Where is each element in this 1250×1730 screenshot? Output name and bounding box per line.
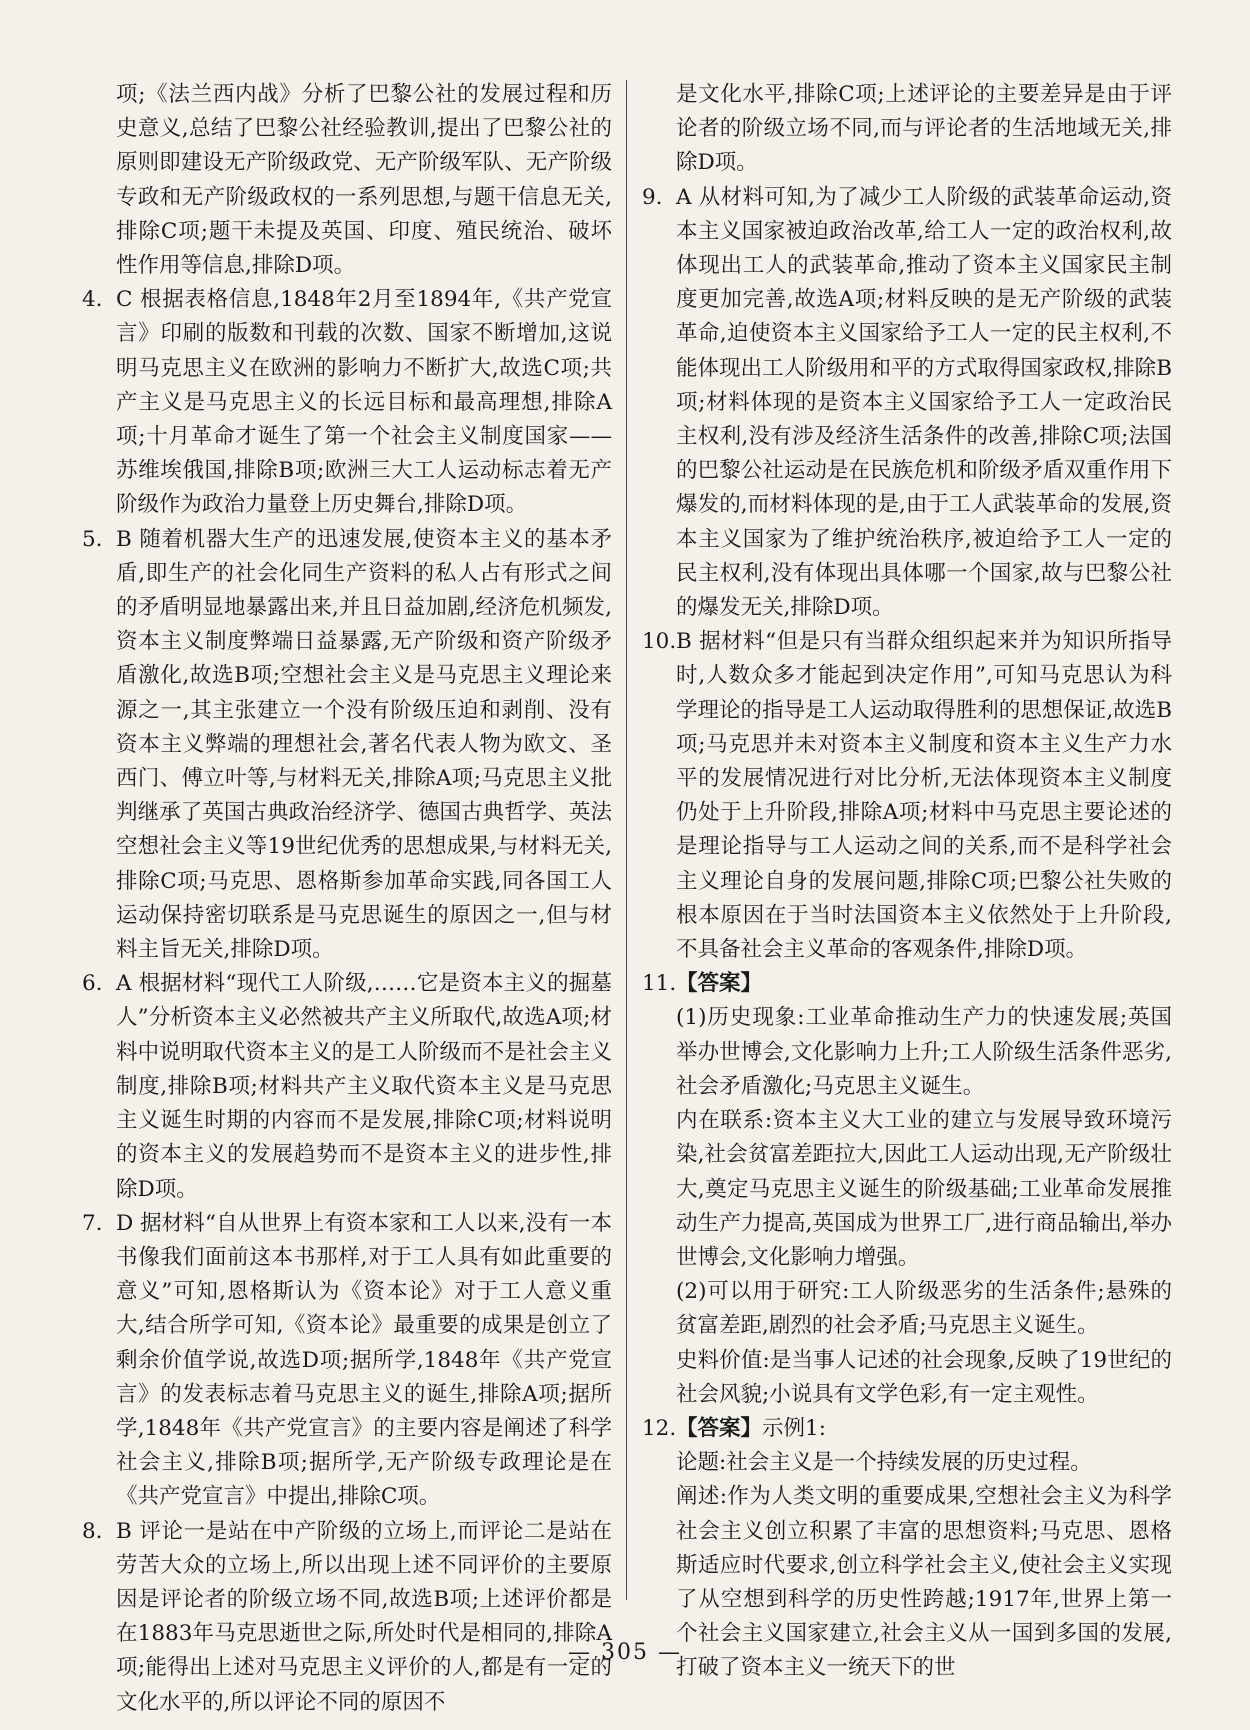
answer-11-part2: (2)可以用于研究:工人阶级恶劣的生活条件;悬殊的贫富差距,剧烈的社会矛盾;马克思主义诞生。 [676,1279,1172,1339]
answer-11-value: 史料价值:是当事人记述的社会现象,反映了19世纪的社会风貌;小说具有文学色彩,有一定主观性。 [676,1347,1172,1407]
right-column [642,78,1172,1686]
answer-6: 6. A 根据材料“现代工人阶级,……它是资本主义的掘墓人”分析资本主义必然被共产主义所取代,故选A项;材料中说明取代资本主义的是工人阶级而不是社会主义制度,排除B项;材料共产主义取代资本主义是马克思主义诞生时期的内容而不是发展,排除C项;材料说明的资本主义的发展趋势而不是资本主义的进步性,排除D项。 [82,971,612,1202]
page-number: — 305 — [568,1640,682,1665]
answer-11: 11. 【答案】 [642,971,763,997]
answer-5: 5. B 随着机器大生产的迅速发展,使资本主义的基本矛盾,即生产的社会化同生产资料的私人占有形式之间的矛盾明显地暴露出来,并且日益加剧,经济危机频发,资本主义制度弊端日益暴露,无产阶级和资产阶级矛盾激化,故选B项;空想社会主义是马克思主义理论来源之一,其主张建立一个没有阶级压迫和剥削、没有资本主义弊端的理想社会,著名代表人物为欧文、圣西门、傅立叶等,与材料无关,排除A项;马克思主义批判继承了英国古典政治经济学、德国古典哲学、英法空想社会主义等19世纪优秀的思想成果,与材料无关,排除C项;马克思、恩格斯参加革命实践,同各国工人运动保持密切联系是马克思诞生的原因之一,但与材料主旨无关,排除D项。 [82,526,612,963]
answer-12: 12. 【答案】示例1: [642,1415,826,1441]
answer-11-part1: (1)历史现象:工业革命推动生产力的快速发展;英国举办世博会,文化影响力上升;工人阶级生活条件恶劣,社会矛盾激化;马克思主义诞生。 [676,1005,1172,1099]
answer-4: 4. C 根据表格信息,1848年2月至1894年,《共产党宣言》印刷的版数和刊载的次数、国家不断增加,这说明马克思主义在欧洲的影响力不断扩大,故选C项;共产主义是马克思主义的长远目标和最高理想,排除A项;十月革命才诞生了第一个社会主义制度国家——苏维埃俄国,排除B项;欧洲三大工人运动标志着无产阶级作为政治力量登上历史舞台,排除D项。 [82,287,612,518]
answer-8: 8. B 评论一是站在中产阶级的立场上,而评论二是站在劳苦大众的立场上,所以出现上述不同评价的主要原因是评论者的阶级立场不同,故选B项;上述评价都是在1883年马克思逝世之际,所处时代是相同的,排除A项;能得出上述对马克思主义评价的人,都是有一定的文化水平的,所以评论不同的原因不 [82,1518,612,1715]
column-divider [626,80,627,1600]
answer-8-continued: 是文化水平,排除C项;上述评论的主要差异是由于评论者的阶级立场不同,而与评论者的生活地域无关,排除D项。 [676,82,1172,176]
answer-11-link: 内在联系:资本主义大工业的建立与发展导致环境污染,社会贫富差距拉大,因此工人运动出现,无产阶级壮大,奠定马克思主义诞生的阶级基础;工业革命发展推动生产力提高,英国成为世界工厂,进行商品输出,举办世博会,文化影响力增强。 [676,1108,1172,1270]
answer-3-continued: 项;《法兰西内战》分析了巴黎公社的发展过程和历史意义,总结了巴黎公社经验教训,提出了巴黎公社的原则即建设无产阶级政党、无产阶级军队、无产阶级专政和无产阶级政权的一系列思想,与题干信息无关,排除C项;题干未提及英国、印度、殖民统治、破坏性作用等信息,排除D项。 [116,82,612,279]
answer-12-thesis: 论题:社会主义是一个持续发展的历史过程。 [676,1450,1092,1476]
answer-7: 7. D 据材料“自从世界上有资本家和工人以来,没有一本书像我们面前这本书那样,对于工人具有如此重要的意义”可知,恩格斯认为《资本论》对于工人意义重大,结合所学可知,《资本论》最重要的成果是创立了剩余价值学说,故选D项;据所学,1848年《共产党宣言》的发表标志着马克思主义的诞生,排除A项;据所学,1848年《共产党宣言》的主要内容是阐述了科学社会主义,排除B项;据所学,无产阶级专政理论是在《共产党宣言》中提出,排除C项。 [82,1210,612,1510]
left-column [82,78,612,1720]
answer-9: 9. A 从材料可知,为了减少工人阶级的武装革命运动,资本主义国家被迫政治改革,给工人一定的政治权利,故体现出工人的武装革命,推动了资本主义国家民主制度更加完善,故选A项;材料反映的是无产阶级的武装革命,迫使资本主义国家给予工人一定的民主权利,不能体现出工人阶级用和平的方式取得国家政权,排除B项;材料体现的是资本主义国家给予工人一定政治民主权利,没有涉及经济生活条件的改善,排除C项;法国的巴黎公社运动是在民族危机和阶级矛盾双重作用下爆发的,而材料体现的是,由于工人武装革命的发展,资本主义国家为了维护统治秩序,被迫给予工人一定的民主权利,没有体现出具体哪一个国家,故与巴黎公社的爆发无关,排除D项。 [642,184,1172,621]
answer-10: 10. B 据材料“但是只有当群众组织起来并为知识所指导时,人数众多才能起到决定作用”,可知马克思认为科学理论的指导是工人运动取得胜利的思想保证,故选B项;马克思并未对资本主义制度和资本主义生产力水平的发展情况进行对比分析,无法体现资本主义制度仍处于上升阶段,排除A项;材料中马克思主要论述的是理论指导与工人运动之间的关系,而不是科学社会主义理论自身的发展问题,排除C项;巴黎公社失败的根本原因在于当时法国资本主义依然处于上升阶段,不具备社会主义革命的客观条件,排除D项。 [642,629,1172,963]
answer-12-argument: 阐述:作为人类文明的重要成果,空想社会主义为科学社会主义创立积累了丰富的思想资料;马克思、恩格斯适应时代要求,创立科学社会主义,使社会主义实现了从空想到科学的历史性跨越;1917年,世界上第一个社会主义国家建立,社会主义从一国到多国的发展,打破了资本主义一统天下的世 [676,1484,1172,1681]
